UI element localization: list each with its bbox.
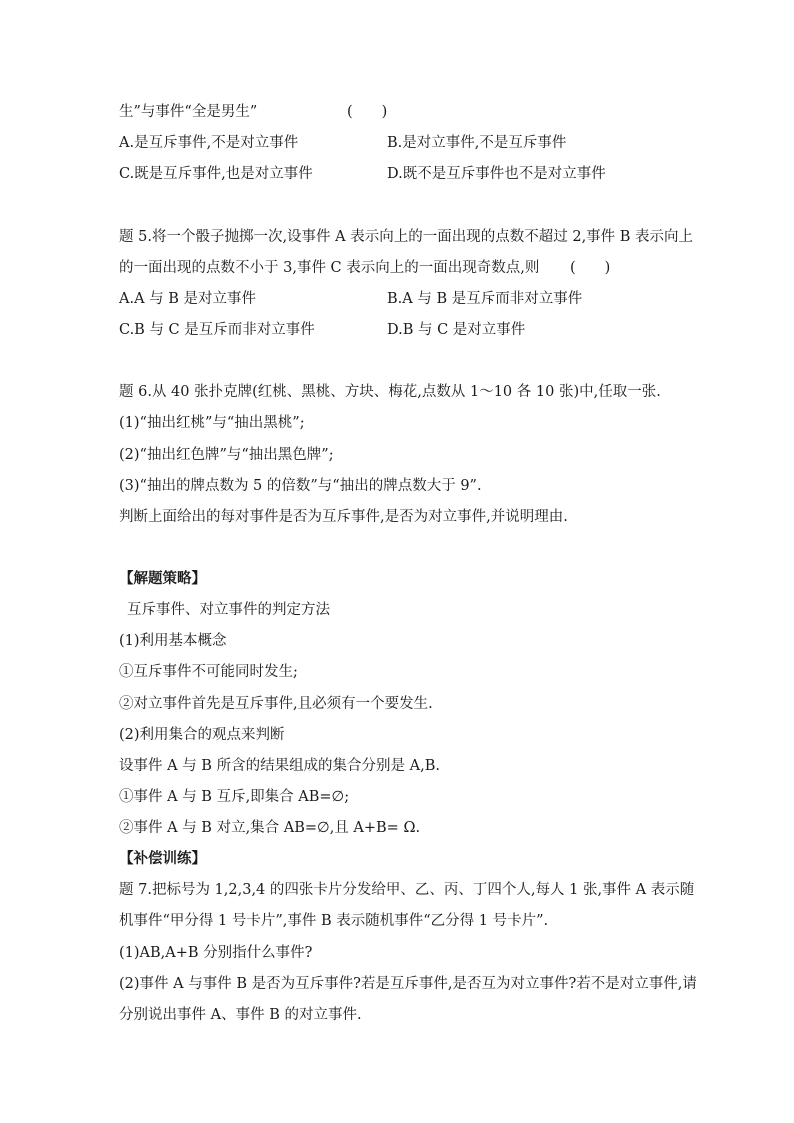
q6-item-1: (1)“抽出红桃”与“抽出黑桃”; xyxy=(119,415,305,431)
training-line-4: (2)事件 A 与事件 B 是否为互斥事件?若是互斥事件,是否互为对立事件?若不是对立事件,请 xyxy=(119,976,697,992)
q4-option-c: C.既是互斥事件,也是对立事件 xyxy=(119,166,313,182)
q6-item-2: (2)“抽出红色牌”与“抽出黑色牌”; xyxy=(119,447,334,463)
q5-option-b: B.A 与 B 是互斥而非对立事件 xyxy=(387,291,583,307)
q5-option-a: A.A 与 B 是对立事件 xyxy=(119,291,257,307)
q4-answer-paren: ( ) xyxy=(347,104,388,120)
strategy-line-6: ①事件 A 与 B 互斥,即集合 AB=∅; xyxy=(119,789,350,805)
q6-stem: 题 6.从 40 张扑克牌(红桃、黑桃、方块、梅花,点数从 1～10 各 10 张)中,任取一张. xyxy=(119,384,661,400)
training-line-1: 题 7.把标号为 1,2,3,4 的四张卡片分发给甲、乙、丙、丁四个人,每人 1 张,事件 A 表示随 xyxy=(119,882,695,898)
q4-option-a: A.是互斥事件,不是对立事件 xyxy=(119,135,299,151)
q5-option-d: D.B 与 C 是对立事件 xyxy=(387,322,526,338)
training-line-5: 分别说出事件 A、事件 B 的对立事件. xyxy=(119,1007,362,1023)
q6-conclusion: 判断上面给出的每对事件是否为互斥事件,是否为对立事件,并说明理由. xyxy=(119,509,568,525)
strategy-line-1: (1)利用基本概念 xyxy=(119,633,227,649)
q4-stem-tail: 生”与事件“全是男生” xyxy=(119,104,258,120)
strategy-line-4: (2)利用集合的观点来判断 xyxy=(119,727,285,743)
training-line-2: 机事件“甲分得 1 号卡片”,事件 B 表示随机事件“乙分得 1 号卡片”. xyxy=(119,913,549,929)
strategy-heading: 【解题策略】 xyxy=(119,570,206,587)
q4-option-b: B.是对立事件,不是互斥事件 xyxy=(387,135,567,151)
q5-stem-line2: 的一面出现的点数不小于 3,事件 C 表示向上的一面出现奇数点,则 xyxy=(119,260,540,276)
q4-option-d: D.既不是互斥事件也不是对立事件 xyxy=(387,166,606,182)
strategy-title: 互斥事件、对立事件的判定方法 xyxy=(127,602,330,618)
q5-stem-line1: 题 5.将一个骰子抛掷一次,设事件 A 表示向上的一面出现的点数不超过 2,事件 B 表示向上 xyxy=(119,229,694,245)
q5-answer-paren: ( ) xyxy=(570,260,611,276)
strategy-line-3: ②对立事件首先是互斥事件,且必须有一个要发生. xyxy=(119,696,433,712)
q6-item-3: (3)“抽出的牌点数为 5 的倍数”与“抽出的牌点数大于 9”. xyxy=(119,478,482,494)
strategy-line-2: ①互斥事件不可能同时发生; xyxy=(119,664,298,680)
training-line-3: (1)AB,A+B 分别指什么事件? xyxy=(119,945,313,961)
training-heading: 【补偿训练】 xyxy=(119,850,206,867)
strategy-line-5: 设事件 A 与 B 所含的结果组成的集合分别是 A,B. xyxy=(119,758,441,774)
strategy-line-7: ②事件 A 与 B 对立,集合 AB=∅,且 A+B= Ω. xyxy=(119,820,421,836)
q5-option-c: C.B 与 C 是互斥而非对立事件 xyxy=(119,322,315,338)
